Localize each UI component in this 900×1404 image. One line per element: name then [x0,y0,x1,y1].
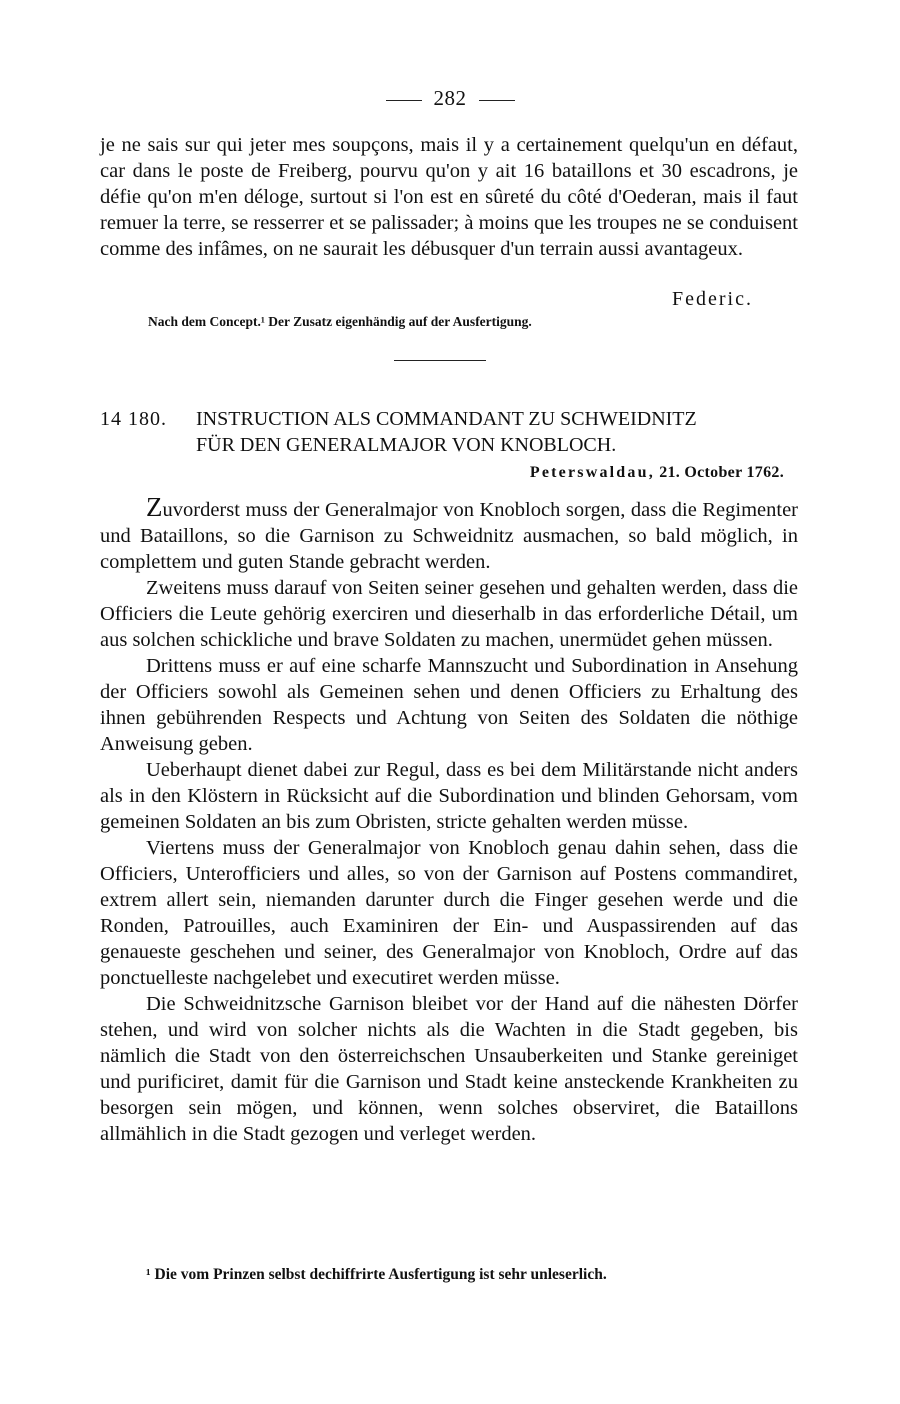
document-title [196,406,806,458]
footnote: ¹ Die vom Prinzen selbst dechiffrirte Ausfertigung ist sehr unleserlich. [146,1266,607,1283]
paragraph-2: Zweitens muss darauf von Seiten seiner gesehen und gehalten werden, dass die Officiers die Leute gehörig exerciren und dieserhalb in das erforderliche Détail, um aus solchen schickliche und brave Soldaten zu machen, unermüdet gehen müssen. [100,577,798,651]
instruction-body [100,494,798,1147]
page-number-text: 282 [433,86,467,110]
source-note: Nach dem Concept.¹ Der Zusatz eigenhändig auf der Ausfertigung. [148,314,532,329]
paragraph-4: Ueberhaupt dienet dabei zur Regul, dass es bei dem Militärstande nicht anders als in den Klöstern in Rücksicht auf die Subordination und blinden Gehorsam, vom gemeinen Soldaten an bis zum Obristen, stricte gehalten werden müsse. [100,759,798,833]
page-number [0,86,900,111]
page-number-dash-left [386,100,422,101]
dateline [530,464,784,482]
page-number-dash-right [479,100,515,101]
document-title-line2: FÜR DEN GENERALMAJOR VON KNOBLOCH. [196,434,617,456]
previous-letter-text [100,132,798,262]
dateline-place: Peterswaldau, [529,464,655,481]
dateline-date: 21. October 1762. [659,464,784,481]
paragraph-1: Zuvorderst muss der Generalmajor von Knobloch sorgen, dass die Regimenter und Bataillons, so die Garnison zu Schweidnitz ausmachen, so bald möglich, in complettem und guten Stande gebracht werden. [100,492,798,573]
document-number: 14 180. [100,408,167,430]
paragraph-6: Die Schweidnitzsche Garnison bleibet vor der Hand auf die nähesten Dörfer stehen, und wird von solcher nichts als die Wachten in die Stadt gegeben, bis nämlich die Stadt von den österreichschen Unsauberkeiten und Stanke gereiniget und purificiret, damit für die Garnison und Stadt keine ansteckende Krankheiten zu besorgen sein mögen, und können, wenn solches observiret, die Bataillons allmählich in die Stadt gezogen und verleget werden. [100,993,798,1145]
document-title-line1: INSTRUCTION ALS COMMANDANT ZU SCHWEIDNITZ [196,408,697,430]
previous-letter-paragraph: je ne sais sur qui jeter mes soupçons, mais il y a certainement quelqu'un en défaut, car dans le poste de Freiberg, pourvu qu'on y ait 16 bataillons et 30 escadrons, je défie qu'on m'en déloge, surtout si l'on est en sûreté du côté d'Oederan, mais il faut remuer la terre, se resserrer et se palissader; à moins que les troupes ne se conduisent comme des infâmes, on ne saurait les débusquer d'un terrain aussi avantageux. [100,134,798,260]
paragraph-5: Viertens muss der Generalmajor von Knobloch genau dahin sehen, dass die Officiers, Unterofficiers und alles, so von der Garnison auf Postens commandiret, extrem allert sein, niemanden darunter durch die Finger gesehen werde und die Ronden, Patrouilles, auch Examiniren der Ein- und Auspassirenden auf das genaueste geschehen und seiner, des Generalmajor von Knobloch, Ordre auf das ponctuelleste nachgelebet und executiret werden müsse. [100,837,798,989]
paragraph-3: Drittens muss er auf eine scharfe Mannszucht und Subordination in Ansehung der Officiers sowohl als Gemeinen sehen und denen Officiers zu Erhaltung des ihnen gebührenden Respects und Achtung von Seiten des Soldaten die nöthige Anweisung geben. [100,655,798,755]
section-divider [394,360,486,361]
signature: Federic. [672,288,753,310]
